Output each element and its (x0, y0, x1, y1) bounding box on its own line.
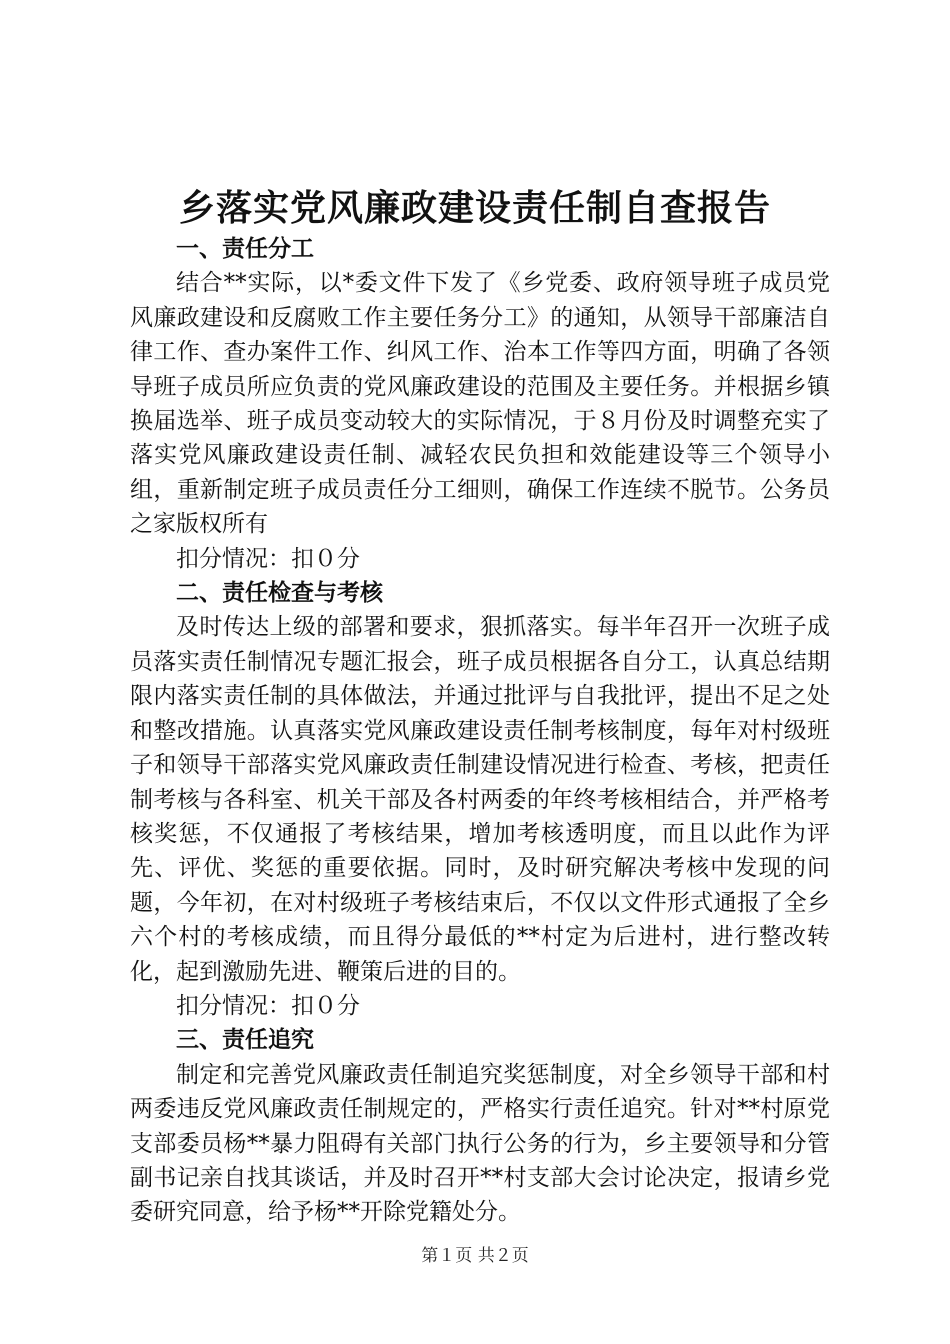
section-deduction-2: 扣分情况：扣０分 (176, 992, 360, 1019)
section-paragraph-1: 结合**实际，以*委文件下发了《乡党委、政府领导班子成员党风廉政建设和反腐败工作主要任务分工》的通知，从领导干部廉洁自律工作、查办案件工作、纠风工作、治本工作等四方面，明确了各领导班子成员所应负责的党风廉政建设的范围及主要任务。并根据乡镇换届选举、班子成员变动较大的实际情况，于８月份及时调整充实了落实党风廉政建设责任制、减轻农民负担和效能建设等三个领导小组，重新制定班子成员责任分工细则，确保工作连续不脱节。公务员之家版权所有 (130, 270, 830, 538)
document-body (130, 232, 830, 1230)
section-deduction-1: 扣分情况：扣０分 (176, 545, 360, 572)
section-heading-2: 二、责任检查与考核 (176, 579, 383, 607)
section-paragraph-3: 制定和完善党风廉政责任制追究奖惩制度，对全乡领导干部和村两委违反党风廉政责任制规定的，严格实行责任追究。针对**村原党支部委员杨**暴力阻碍有关部门执行公务的行为，乡主要领导和分管副书记亲自找其谈话，并及时召开**村支部大会讨论决定，报请乡党委研究同意，给予杨**开除党籍处分。 (130, 1061, 830, 1226)
section-paragraph-2: 及时传达上级的部署和要求，狠抓落实。每半年召开一次班子成员落实责任制情况专题汇报会，班子成员根据各自分工，认真总结期限内落实责任制的具体做法，并通过批评与自我批评，提出不足之处和整改措施。认真落实党风廉政建设责任制考核制度，每年对村级班子和领导干部落实党风廉政责任制建设情况进行检查、考核，把责任制考核与各科室、机关干部及各村两委的年终考核相结合，并严格考核奖惩，不仅通报了考核结果，增加考核透明度，而且以此作为评先、评优、奖惩的重要依据。同时，及时研究解决考核中发现的问题，今年初，在对村级班子考核结束后，不仅以文件形式通报了全乡六个村的考核成绩，而且得分最低的**村定为后进村，进行整改转化，起到激励先进、鞭策后进的目的。 (130, 614, 830, 985)
document-title: 乡落实党风廉政建设责任制自查报告 (178, 187, 771, 229)
section-heading-1: 一、责任分工 (176, 235, 314, 262)
page-footer: 第１页 共２页 (421, 1246, 529, 1266)
section-heading-3: 三、责任追究 (176, 1026, 314, 1054)
